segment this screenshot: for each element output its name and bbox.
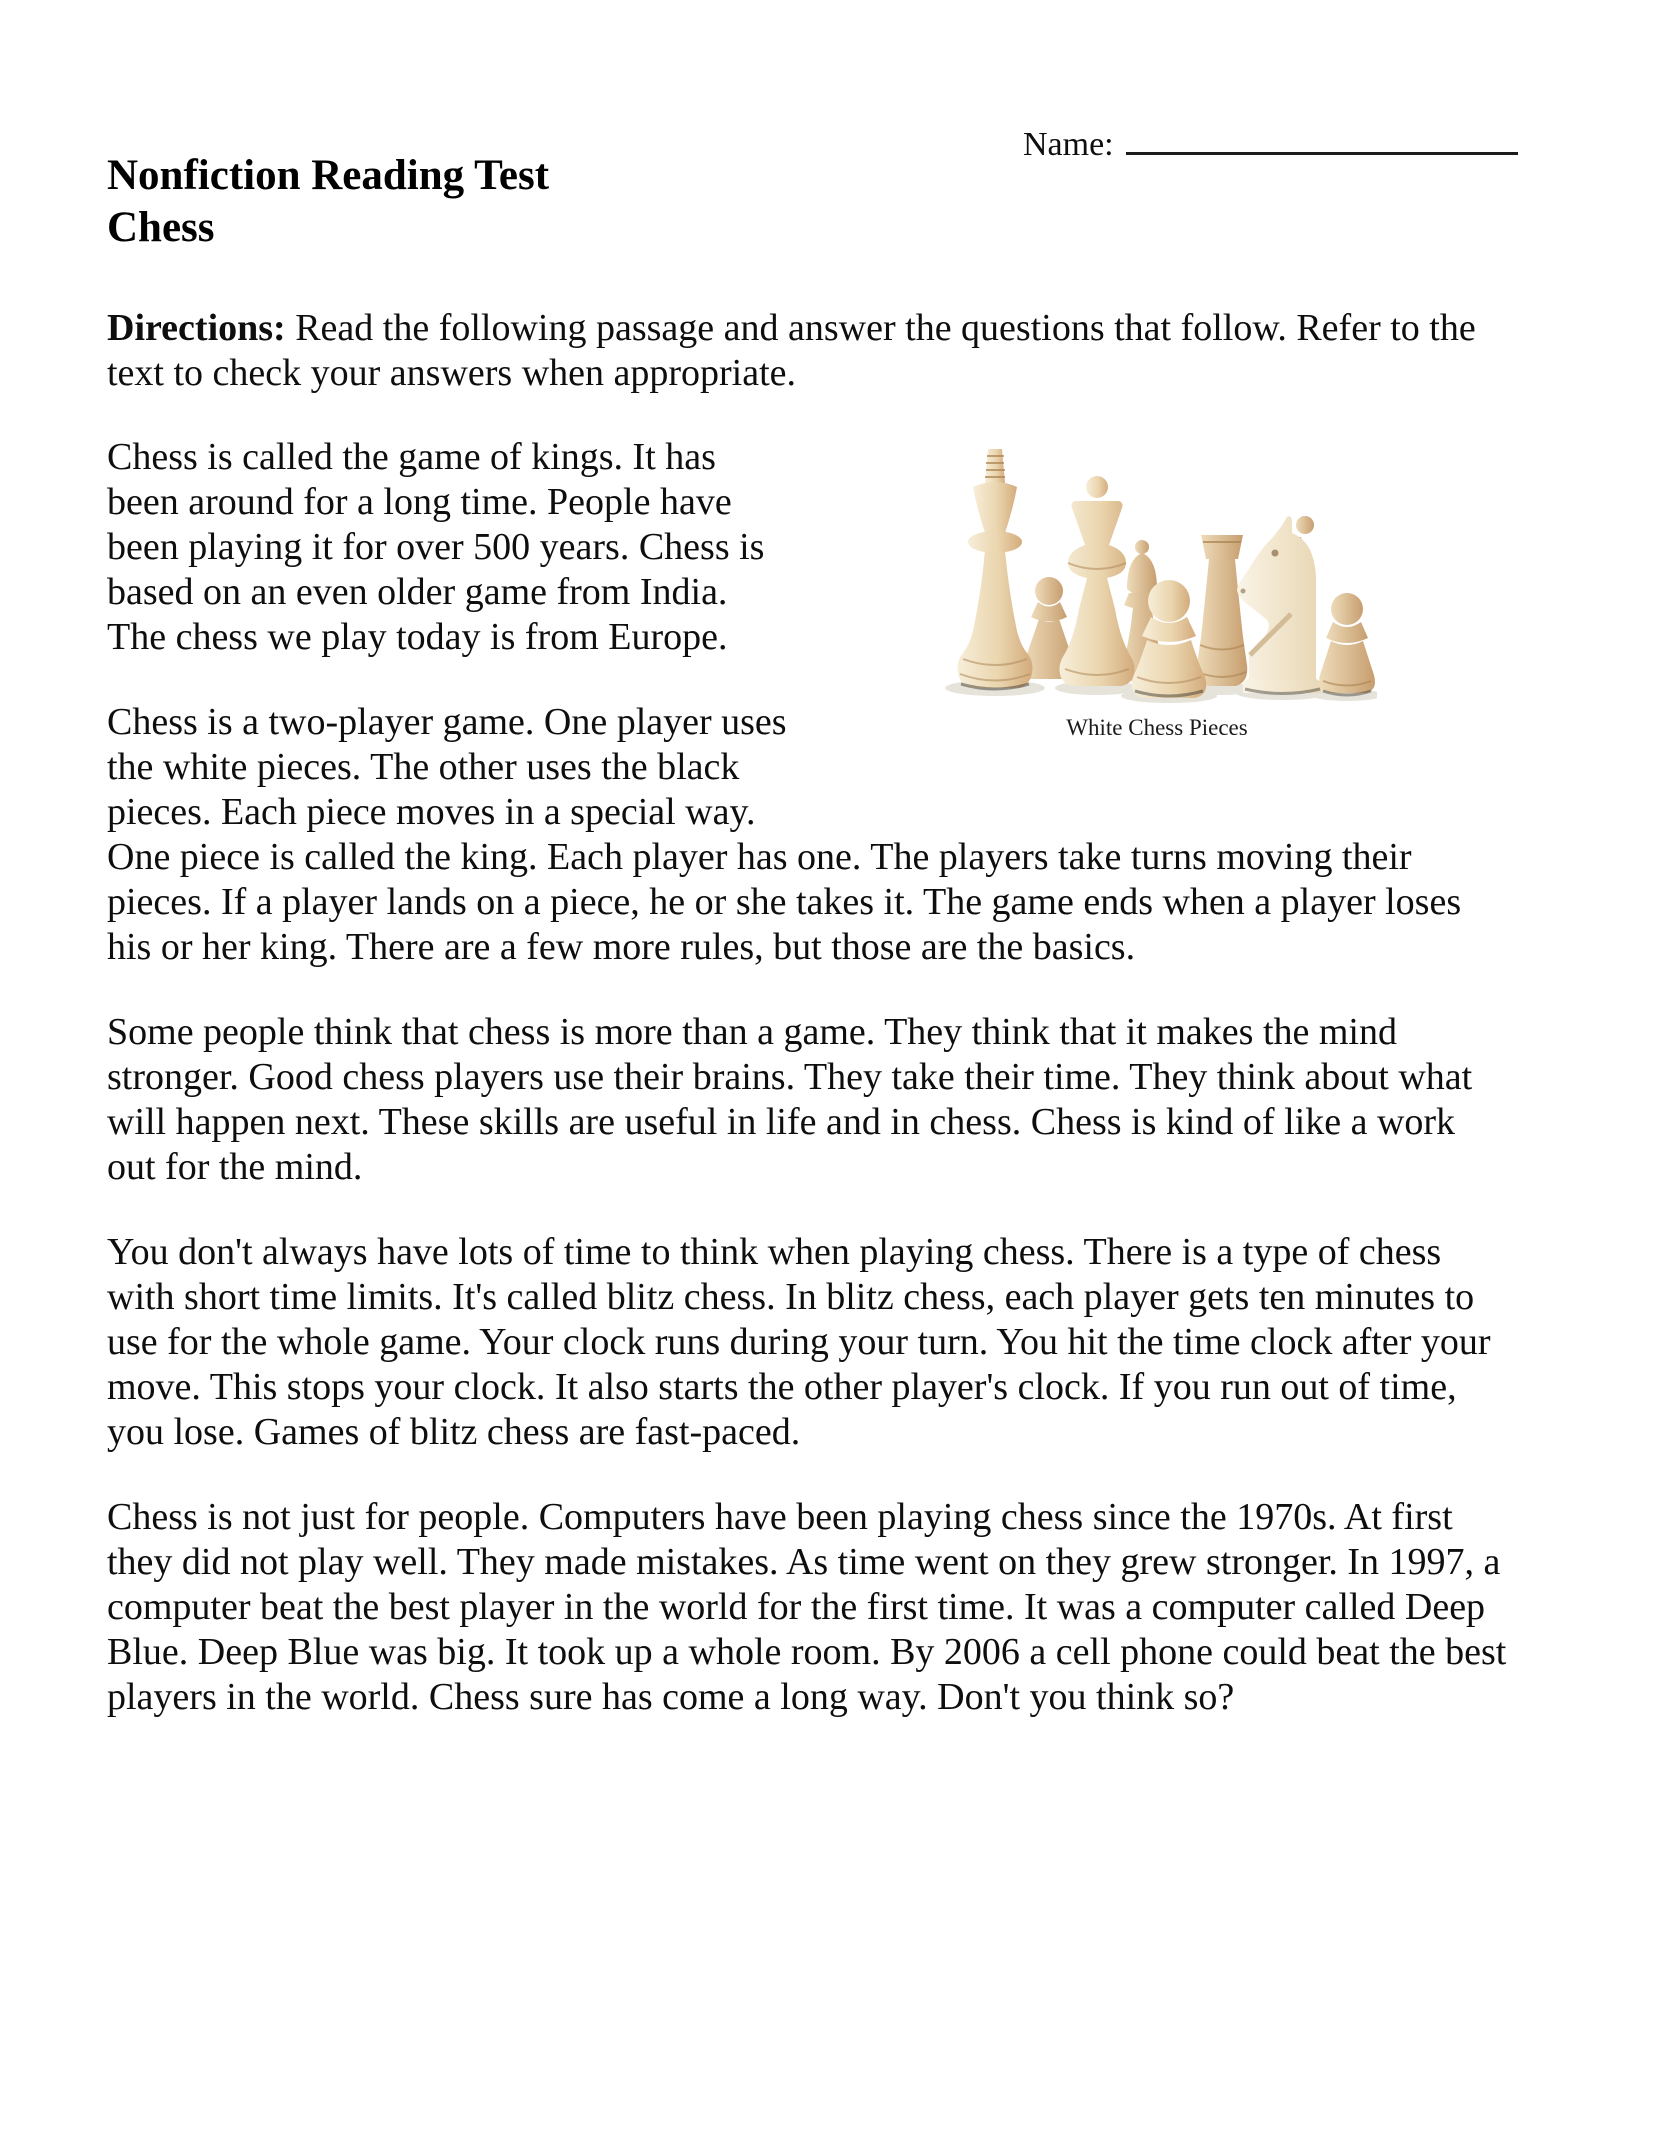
paragraph-4: You don't always have lots of time to think when playing chess. There is a type of chess with short time limits. It's called blitz chess. In blitz chess, each player gets ten minutes to use for the whole game. Your clock runs during your turn. You hit the time clock after your move. This stops your clock. It also starts the other player's clock. If you run out of time, you lose. Games of blitz chess are fast-paced. (107, 1231, 1491, 1453)
chess-pieces-figure (807, 441, 1507, 741)
directions-text: Read the following passage and answer the questions that follow. Refer to the text to check your answers when appropriate. (107, 307, 1476, 394)
paragraph-2: Chess is a two-player game. One player uses the white pieces. The other uses the black pieces. Each piece moves in a special way. One piece is called the king. Each player has one. The players take turns moving their pieces. If a player lands on a piece, he or she takes it. The game ends when a player loses his or her king. There are a few more rules, but those are the basics. (107, 701, 1462, 968)
title-block (107, 150, 1507, 254)
page-subtitle: Chess (107, 204, 215, 251)
paragraph-3: Some people think that chess is more than a game. They think that it makes the mind stronger. Good chess players use their brains. They take their time. They think about what will happen next. These skills are useful in life and in chess. Chess is kind of like a work out for the mind. (107, 1011, 1473, 1188)
page-content (0, 150, 1658, 1720)
name-row (1023, 118, 1518, 165)
page-title: Nonfiction Reading Test (107, 152, 550, 199)
directions-label: Directions: (107, 307, 286, 349)
paragraph-1: Chess is called the game of kings. It has been around for a long time. People have been playing it for over 500 years. Chess is based on an even older game from India. The chess we play today is from Europe. (107, 436, 765, 658)
name-blank-line (1126, 118, 1518, 155)
white-chess-pieces-image (937, 441, 1377, 703)
figure-caption: White Chess Pieces (1066, 715, 1248, 740)
queen-icon (1060, 476, 1135, 686)
passage (107, 435, 1507, 1720)
directions (107, 306, 1507, 396)
knight-icon (1237, 516, 1321, 694)
pawn-right-icon (1319, 593, 1375, 695)
king-icon (958, 449, 1033, 689)
name-label: Name: (1023, 126, 1114, 163)
paragraph-5: Chess is not just for people. Computers have been playing chess since the 1970s. At first they did not play well. They made mistakes. As time went on they grew stronger. In 1997, a computer beat the best player in the world for the first time. It was a computer called Deep Blue. Deep Blue was big. It took up a whole room. By 2006 a cell phone could beat the best players in the world. Chess sure has come a long way. Don't you think so? (107, 1496, 1507, 1718)
rook-icon (1197, 535, 1248, 686)
